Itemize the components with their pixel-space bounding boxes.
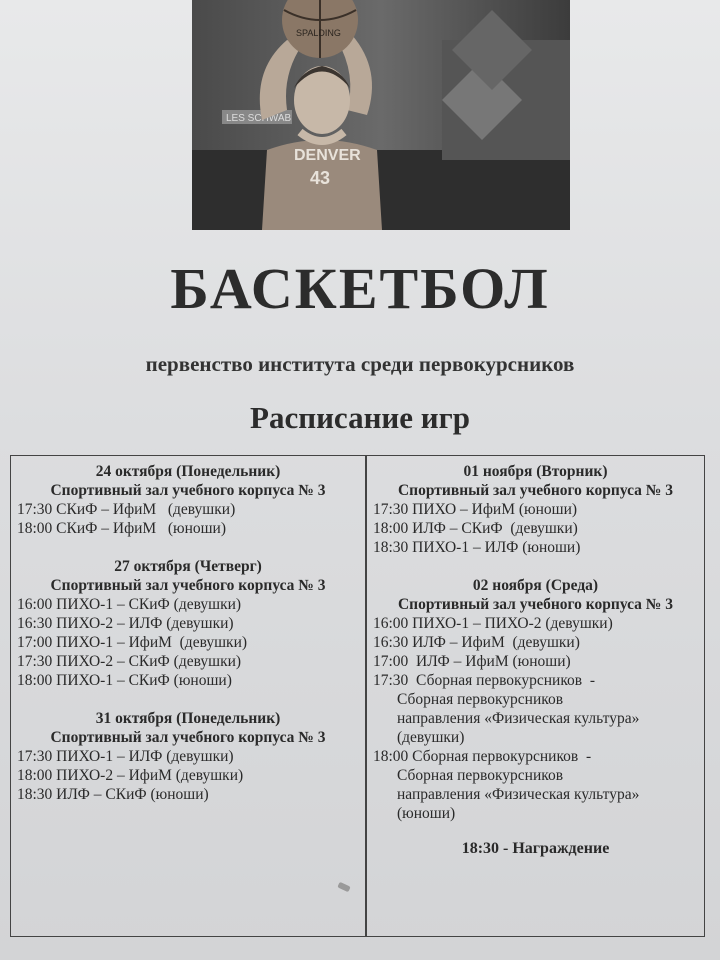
venue-label: Спортивный зал учебного корпуса № 3 — [50, 577, 326, 594]
day-block — [11, 557, 365, 690]
final-game-continuation: направления «Физическая культура» — [397, 710, 640, 727]
venue-label: Спортивный зал учебного корпуса № 3 — [397, 596, 673, 613]
game-line: 18:00 ПИХО-2 – ИфиМ (девушки) — [17, 767, 244, 784]
final-game-continuation: (девушки) — [397, 729, 465, 746]
game-line: 16:30 ПИХО-2 – ИЛФ (девушки) — [17, 615, 234, 632]
day-date: 01 ноября (Вторник) — [463, 463, 608, 480]
day-date: 24 октября (Понедельник) — [95, 463, 281, 480]
basketball-player-photo — [192, 0, 570, 230]
player-illustration — [192, 0, 570, 230]
game-line: 17:00 ПИХО-1 – ИфиМ (девушки) — [17, 634, 248, 651]
game-line: 17:30 ПИХО-2 – СКиФ (девушки) — [17, 653, 242, 670]
venue-label: Спортивный зал учебного корпуса № 3 — [50, 482, 326, 499]
day-date: 27 октября (Четверг) — [114, 558, 262, 575]
game-line: 18:30 ПИХО-1 – ИЛФ (юноши) — [373, 539, 581, 556]
jersey-text: DENVER — [294, 147, 361, 164]
ball-text: SPALDING — [296, 28, 341, 38]
venue-label: Спортивный зал учебного корпуса № 3 — [50, 729, 326, 746]
game-line: 17:30 СКиФ – ИфиМ (девушки) — [17, 501, 236, 518]
final-game-line: 18:00 Сборная первокурсников - — [373, 748, 592, 765]
game-line: 16:30 ИЛФ – ИфиМ (девушки) — [373, 634, 580, 651]
final-game-continuation: направления «Физическая культура» — [397, 786, 640, 803]
day-block — [367, 462, 704, 557]
final-game-continuation: Сборная первокурсников — [397, 767, 564, 784]
final-game-continuation: (юноши) — [397, 805, 456, 822]
jersey-number: 43 — [310, 168, 331, 188]
poster-title: БАСКЕТБОЛ — [170, 256, 550, 321]
game-line: 18:30 ИЛФ – СКиФ (юноши) — [17, 786, 209, 803]
game-line: 18:00 СКиФ – ИфиМ (юноши) — [17, 520, 227, 537]
game-line: 18:00 ИЛФ – СКиФ (девушки) — [373, 520, 578, 537]
schedule-right-column — [367, 456, 704, 858]
game-line: 17:30 ПИХО – ИфиМ (юноши) — [373, 501, 578, 518]
day-block — [11, 462, 365, 538]
game-line: 17:00 ИЛФ – ИфиМ (юноши) — [373, 653, 571, 670]
poster-subtitle: первенство института среди первокурсников — [145, 352, 575, 376]
day-block — [367, 576, 704, 823]
game-line: 16:00 ПИХО-1 – СКиФ (девушки) — [17, 596, 242, 613]
award-ceremony: 18:30 - Награждение — [461, 840, 610, 857]
final-game-line: 17:30 Сборная первокурсников - — [373, 672, 596, 689]
schedule-title: Расписание игр — [250, 400, 470, 435]
day-date: 31 октября (Понедельник) — [95, 710, 281, 727]
schedule-left-column — [11, 456, 365, 804]
final-game-continuation: Сборная первокурсников — [397, 691, 564, 708]
banner-text: LES SCHWAB — [226, 113, 292, 124]
day-block — [11, 709, 365, 804]
day-date: 02 ноября (Среда) — [472, 577, 599, 594]
game-line: 18:00 ПИХО-1 – СКиФ (юноши) — [17, 672, 232, 689]
venue-label: Спортивный зал учебного корпуса № 3 — [397, 482, 673, 499]
game-line: 17:30 ПИХО-1 – ИЛФ (девушки) — [17, 748, 234, 765]
game-line: 16:00 ПИХО-1 – ПИХО-2 (девушки) — [373, 615, 613, 632]
schedule-table — [10, 455, 705, 937]
